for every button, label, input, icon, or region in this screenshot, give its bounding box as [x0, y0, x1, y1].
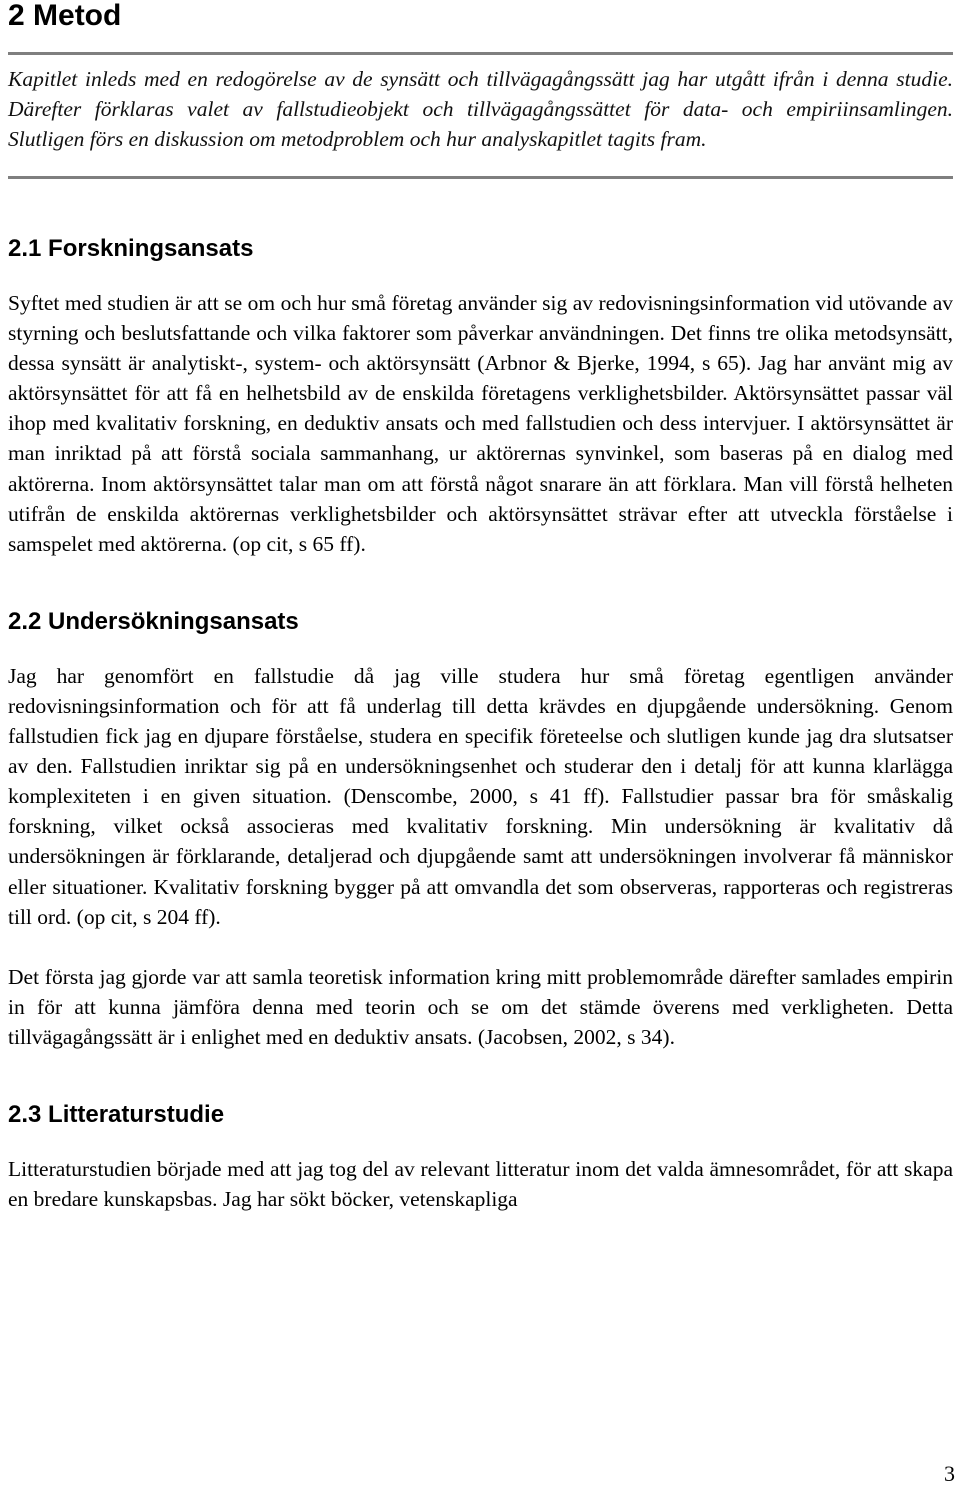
- intro-divider: [8, 176, 953, 179]
- paragraph: Jag har genomfört en fallstudie då jag ville studera hur små företag egentligen använder redovisningsinformation och för att få underlag till detta krävdes en djupgående undersökning. Genom fallstudien fick jag en djupare förståelse, studera en specifik företeelse och slutligen kunde jag dra slutsatser av den. Fallstudien inriktar sig på en undersökningsenhet och studerar den i detalj för att kunna klarlägga komplexiteten i en given situation. (Denscombe, 2000, s 41 ff). Fallstudier passar bra för småskalig forskning, vilket också associeras med kvalitativ forskning. Min undersökning är kvalitativ då undersökningen är förklarande, detaljerad och djupgående samt att undersökningen involverar få människor eller situationer. Kvalitativ forskning bygger på att omvandla det som observeras, rapporteras och registreras till ord. (op cit, s 204 ff).: [8, 663, 953, 929]
- paragraph: Det första jag gjorde var att samla teoretisk information kring mitt problemområde därefter samlades empirin in för att kunna jämföra denna med teorin och se om det stämde överens med verkligheten. Detta tillvägagångssätt är i enlighet med en deduktiv ansats. (Jacobsen, 2002, s 34).: [8, 964, 953, 1049]
- section-heading-forskningsansats: 2.1 Forskningsansats: [8, 235, 254, 262]
- paragraph: Litteraturstudien började med att jag tog del av relevant litteratur inom det valda ämnesområdet, för att skapa en bredare kunskapsbas. Jag har sökt böcker, vetenskapliga: [8, 1156, 953, 1212]
- section-heading-undersokningsansats: 2.2 Undersökningsansats: [8, 607, 299, 635]
- chapter-title: 2 Metod: [8, 0, 122, 32]
- paragraph: Syftet med studien är att se om och hur små företag använder sig av redovisningsinformation vid utövande av styrning och beslutsfattande och vilka faktorer som påverkar användningen. Det finns tre olika metodsynsätt, dessa synsätt är analytiskt-, system- och aktörsynsätt (Arbnor & Bjerke, 1994, s 65). Jag har använt mig av aktörsynsättet för att få en helhetsbild av de enskilda företagens verklighetsbilder. Aktörsynsättet passar väl ihop med kvalitativ forskning, en deduktiv ansats och med fallstudien och dess intervjuer. I aktörsynsättet är man inriktad på att förstå sociala sammanhang, ur aktörernas synvinkel, som baseras på en dialog med aktörerna. Inom aktörsynsättet talar man om att förstå något snarare än att förklara. Man vill förstå helheten utifrån de enskilda aktörernas verklighetsbilder och aktörsynsättet strävar efter att utveckla förståelse i samspelet med aktörerna. (op cit, s 65 ff).: [8, 291, 953, 556]
- page-number: 3: [944, 1461, 955, 1486]
- section-heading-litteraturstudie: 2.3 Litteraturstudie: [8, 1100, 225, 1128]
- top-divider: [8, 52, 953, 55]
- chapter-intro: Kapitlet inleds med en redogörelse av de synsätt och tillvägagångssätt jag har utgått ifrån i denna studie. Därefter förklaras valet av fallstudieobjekt och tillvägagångssättet för data- och empiriinsamlingen. Slutligen förs en diskussion om metodproblem och hur analyskapitlet tagits fram.: [8, 67, 953, 151]
